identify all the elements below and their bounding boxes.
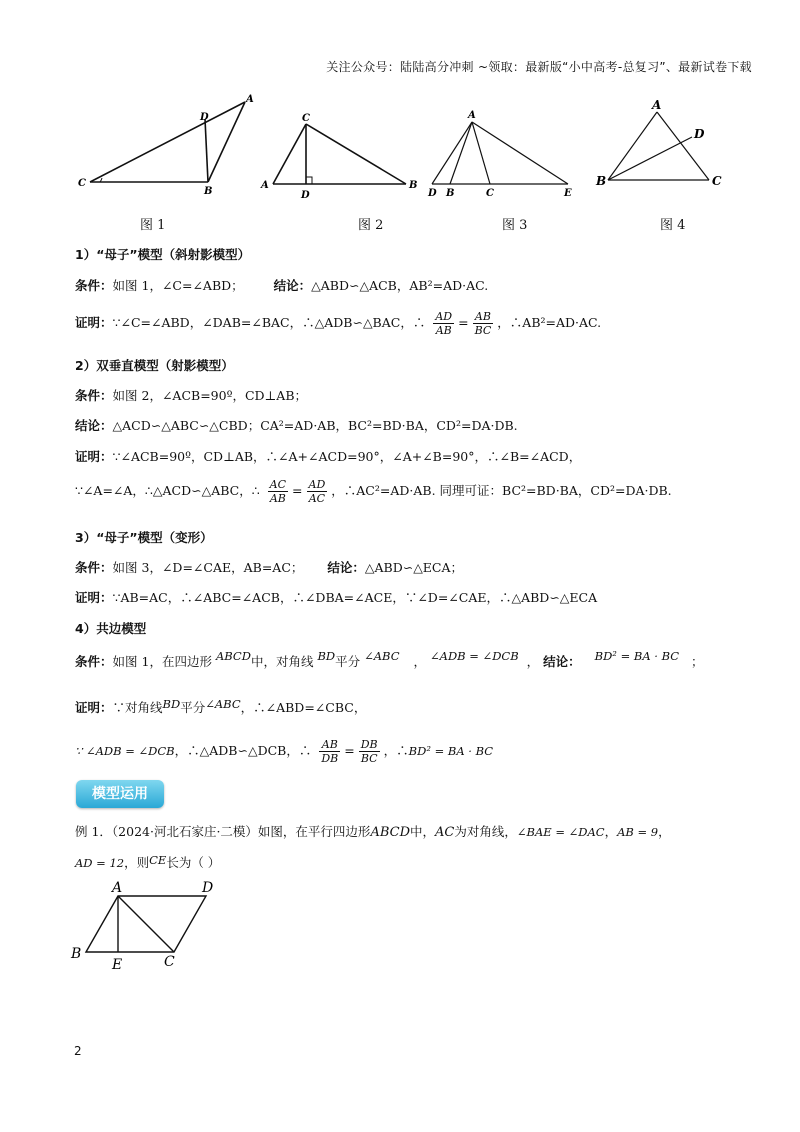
fig4-label-a: A [652, 98, 662, 112]
fig3-label-d: D [428, 188, 437, 199]
fig3-label-e: E [564, 188, 572, 199]
example-label-c: C [164, 954, 175, 970]
section-2-proof-line-2: ∵∠A=∠A，∴△ACD∽△ABC，∴ $\frac{AC}{AB}$ = $\frac{AD}{AC}$ ，∴AC²=AD·AB. 同理可证：BC²=BD·BA，CD²=DA·DB. [75, 478, 672, 505]
example-label-a: A [112, 880, 123, 896]
example-1-figure [66, 876, 236, 972]
section-3-title: 3）“母子”模型（变形） [75, 530, 213, 545]
figure-3 [432, 122, 568, 184]
figure-2 [273, 124, 406, 184]
figure-1-caption: 图 1 [140, 218, 166, 233]
fraction: $\frac{DB}{BC}$ [360, 738, 378, 765]
fraction: $\frac{AC}{AB}$ [269, 478, 287, 505]
fig1-label-d: D [200, 112, 209, 123]
section-2-proof-line-1: 证明：∵∠ACB=90º，CD⊥AB，∴∠A+∠ACD=90°，∠A+∠B=90°，∴∠B=∠ACD， [75, 449, 582, 464]
example-label-b: B [71, 946, 82, 962]
model-application-badge: 模型运用 [76, 780, 164, 808]
fig1-label-b: B [204, 186, 213, 197]
figure-4 [608, 112, 709, 180]
section-2-conclusion: 结论：△ACD∽△ABC∽△CBD；CA²=AD·AB，BC²=BD·BA，CD²=DA·DB. [75, 418, 518, 433]
fig2-label-b: B [409, 180, 418, 191]
example-1-line-1: 例 1．（2024·河北石家庄·二模）如图，在平行四边形ABCD中，AC为对角线，∠BAE = ∠DAC，AB = 9， [75, 824, 671, 840]
section-4-condition: 条件：如图 1，在四边形 ABCD中，对角线 BD平分 ∠ABC ， ∠ADB = ∠DCB ， 结论： BD² = BA · BC ； [75, 649, 704, 669]
section-4-proof-line-2: ∵ ∠ADB = ∠DCB，∴△ADB∽△DCB，∴ $\frac{AB}{DB}$ = $\frac{DB}{BC}$ ，∴BD² = BA · BC [75, 738, 494, 765]
section-1-title: 1）“母子”模型（斜射影模型） [75, 247, 251, 262]
figure-3-caption: 图 3 [502, 218, 528, 233]
fig2-label-c: C [302, 113, 310, 124]
figure-2-caption: 图 2 [358, 218, 384, 233]
figure-1 [90, 102, 245, 182]
section-4-title: 4）共边模型 [75, 621, 147, 636]
section-4-proof-line-1: 证明：∵对角线BD平分∠ABC，∴∠ABD=∠CBC， [75, 697, 367, 715]
fig4-label-d: D [694, 127, 705, 141]
section-1-proof: 证明：∵∠C=∠ABD，∠DAB=∠BAC，∴△ADB∽△BAC，∴ $\frac{AD}{AB}$ = $\frac{AB}{BC}$ ，∴AB²=AD·AC. [75, 310, 602, 337]
fig3-label-a: A [468, 110, 476, 121]
fig1-label-c: C [78, 178, 86, 189]
fraction: $\frac{AD}{AB}$ [435, 310, 453, 337]
fig2-label-d: D [301, 190, 310, 201]
fig3-label-c: C [486, 188, 494, 199]
section-3-condition: 条件：如图 3，∠D=∠CAE，AB=AC； 结论：△ABD∽△ECA； [75, 560, 464, 575]
figure-4-caption: 图 4 [660, 218, 686, 233]
example-label-e: E [112, 957, 123, 972]
fig4-label-c: C [712, 174, 722, 188]
fig4-label-b: B [596, 174, 607, 188]
fig3-label-b: B [446, 188, 455, 199]
fig1-label-a: A [246, 94, 254, 105]
fraction: $\frac{AD}{AC}$ [308, 478, 326, 505]
section-2-title: 2）双垂直模型（射影模型） [75, 358, 234, 373]
example-label-d: D [202, 880, 214, 896]
fraction: $\frac{AB}{DB}$ [321, 738, 339, 765]
fraction: $\frac{AB}{BC}$ [474, 310, 492, 337]
example-1-line-2: AD = 12，则CE长为（ ） [75, 853, 221, 870]
fig2-label-a: A [261, 180, 269, 191]
section-3-proof: 证明：∵AB=AC，∴∠ABC=∠ACB，∴∠DBA=∠ACE，∵∠D=∠CAE，∴△ABD∽△ECA [75, 590, 598, 605]
section-1-condition: 条件：如图 1，∠C=∠ABD； 结论：△ABD∽△ACB，AB²=AD·AC. [75, 278, 489, 293]
figures-row [60, 92, 760, 202]
page-header: 关注公众号：陆陆高分冲刺 ~领取：最新版“小中高考-总复习”、最新试卷下载 [326, 60, 752, 74]
page-number: 2 [74, 1044, 82, 1058]
section-2-condition: 条件：如图 2，∠ACB=90º，CD⊥AB； [75, 388, 308, 403]
